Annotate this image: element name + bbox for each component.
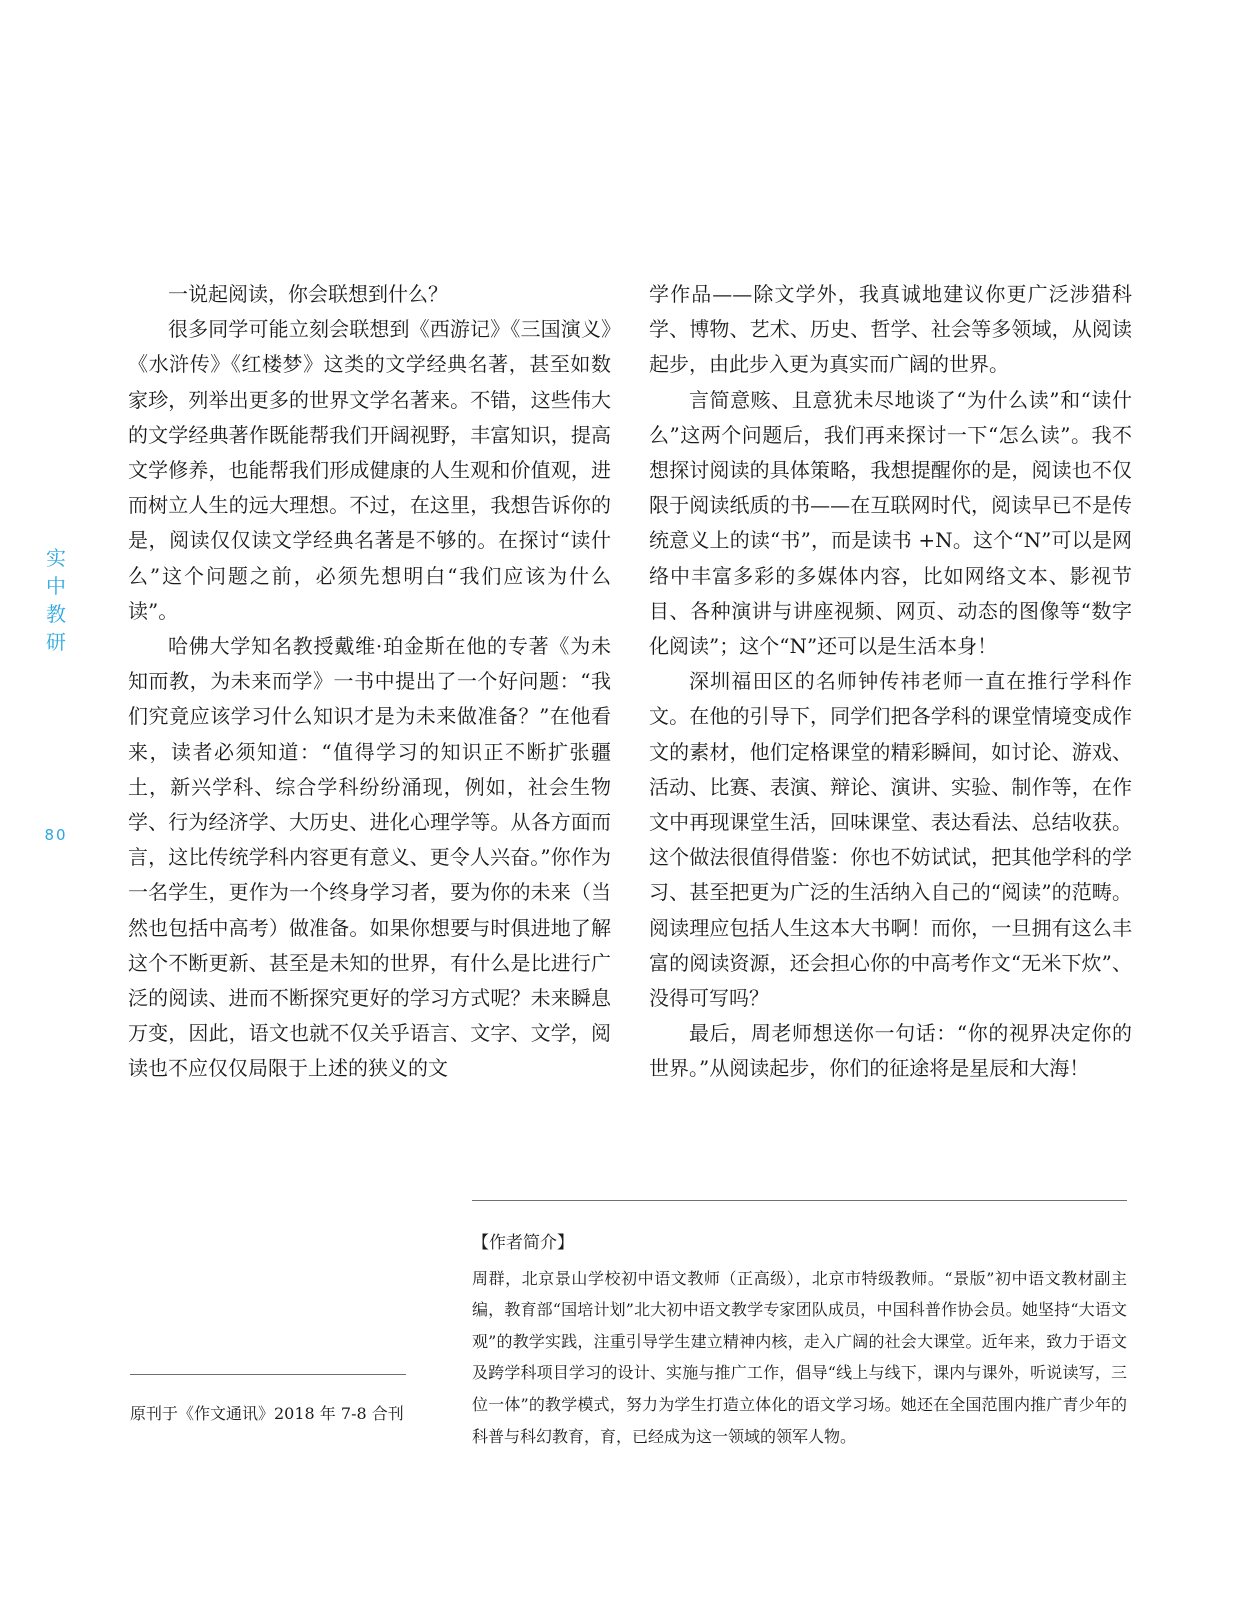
section-label-char: 中 bbox=[46, 574, 66, 598]
section-label-char: 实 bbox=[46, 546, 66, 570]
author-bio-heading: 【作者简介】 bbox=[472, 1233, 574, 1253]
page-number: 80 bbox=[44, 826, 68, 844]
author-bio-text: 周群，北京景山学校初中语文教师（正高级），北京市特级教师。“景版”初中语文教材副主编，教育部“国培计划”北大初中语文教学专家团队成员，中国科普作协会员。她坚持“大语文观”的教学实践，注重引导学生建立精神内核，走入广阔的社会大课堂。近年来，致力于语文及跨学科项目学习的设计、实施与推广工作，倡导“线上与线下，课内与课外，听说读写，三位一体”的教学模式，努力为学生打造立体化的语文学习场。她还在全国范围内推广青少年的科普与科幻教育，育，已经成为这一领域的领军人物。 bbox=[472, 1268, 1127, 1446]
section-label-char: 教 bbox=[46, 602, 66, 626]
author-bio bbox=[472, 1228, 1127, 1452]
paragraph: 最后，周老师想送你一句话：“你的视界决定你的世界。”从阅读起步，你们的征途将是星辰和大海！ bbox=[649, 1021, 1132, 1081]
article-column-left bbox=[128, 277, 611, 1087]
section-label bbox=[44, 544, 68, 656]
paragraph: 学作品——除文学外，我真诚地建议你更广泛涉猎科学、博物、艺术、历史、哲学、社会等多领域，从阅读起步，由此步入更为真实而广阔的世界。 bbox=[649, 282, 1132, 377]
paragraph: 哈佛大学知名教授戴维·珀金斯在他的专著《为未知而教，为未来而学》一书中提出了一个好问题：“我们究竟应该学习什么知识才是为未来做准备？”在他看来，读者必须知道：“值得学习的知识正不断扩张疆土，新兴学科、综合学科纷纷涌现，例如，社会生物学、行为经济学、大历史、进化心理学等。从各方面而言，这比传统学科内容更有意义、更令人兴奋。”你作为一名学生，更作为一个终身学习者，要为你的未来（当然也包括中高考）做准备。如果你想要与时俱进地了解这个不断更新、甚至是未知的世界，有什么是比进行广泛的阅读、进而不断探究更好的学习方式呢？未来瞬息万变，因此，语文也就不仅关乎语言、文字、文学，阅读也不应仅仅局限于上述的狭义的文 bbox=[128, 634, 611, 1081]
paragraph: 言简意赅、且意犹未尽地谈了“为什么读”和“读什么”这两个问题后，我们再来探讨一下“怎么读”。我不想探讨阅读的具体策略，我想提醒你的是，阅读也不仅限于阅读纸质的书——在互联网时代，阅读早已不是传统意义上的读“书”，而是读书 +N。这个“N”可以是网络中丰富多彩的多媒体内容，比如网络文本、影视节目、各种演讲与讲座视频、网页、动态的图像等“数字化阅读”；这个“N”还可以是生活本身！ bbox=[649, 387, 1132, 659]
section-label-char: 研 bbox=[46, 630, 66, 654]
paragraph: 一说起阅读，你会联想到什么？ bbox=[168, 282, 448, 306]
source-divider bbox=[130, 1374, 406, 1375]
paragraph: 很多同学可能立刻会联想到《西游记》《三国演义》《水浒传》《红楼梦》这类的文学经典名著，甚至如数家珍，列举出更多的世界文学名著来。不错，这些伟大的文学经典著作既能帮我们开阔视野，丰富知识，提高文学修养，也能帮我们形成健康的人生观和价值观，进而树立人生的远大理想。不过，在这里，我想告诉你的是，阅读仅仅读文学经典名著是不够的。在探讨“读什么”这个问题之前，必须先想明白“我们应该为什么读”。 bbox=[128, 317, 611, 623]
paragraph: 深圳福田区的名师钟传祎老师一直在推行学科作文。在他的引导下，同学们把各学科的课堂情境变成作文的素材，他们定格课堂的精彩瞬间，如讨论、游戏、活动、比赛、表演、辩论、演讲、实验、制作等，在作文中再现课堂生活，回味课堂、表达看法、总结收获。这个做法很值得借鉴：你也不妨试试，把其他学科的学习、甚至把更为广泛的生活纳入自己的“阅读”的范畴。阅读理应包括人生这本大书啊！而你，一旦拥有这么丰富的阅读资源，还会担心你的中高考作文“无米下炊”、没得可写吗？ bbox=[649, 669, 1132, 1011]
article-column-right bbox=[649, 277, 1132, 1087]
bio-divider bbox=[472, 1200, 1127, 1201]
source-note: 原刊于《作文通讯》2018 年 7-8 合刊 bbox=[130, 1404, 404, 1423]
